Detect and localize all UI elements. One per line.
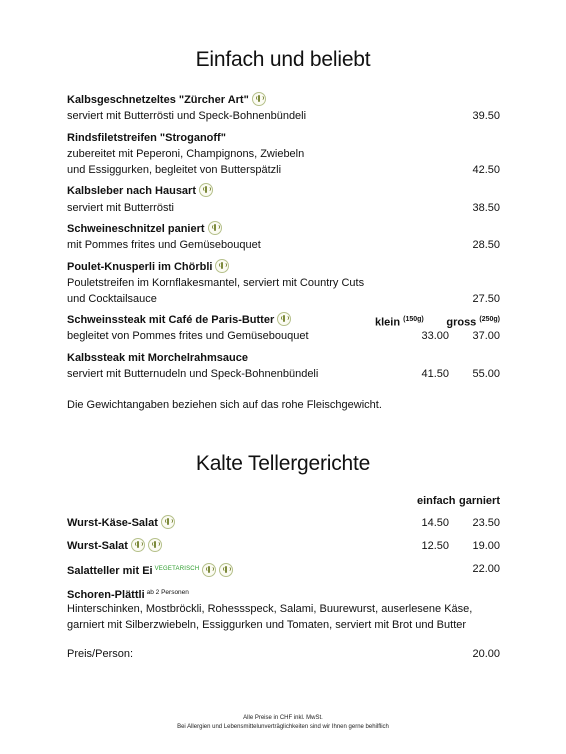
gluten-free-icon [277, 312, 291, 326]
dish-description: serviert mit Butternudeln und Speck-Bohnenbündeli [67, 368, 319, 380]
gluten-free-icon [199, 183, 213, 197]
menu-item-name [67, 350, 500, 366]
dish-price-einfach: 14.50 [421, 517, 449, 529]
dish-price-garniert: 23.50 [472, 517, 500, 529]
menu-item-desc [67, 108, 500, 124]
menu-item-desc [67, 237, 500, 253]
dish-price-large: 55.00 [472, 368, 500, 380]
dish-description: Hinterschinken, Mostbröckli, Rohessspeck, Salami, Buurewurst, auserlesene Käse, [67, 603, 473, 615]
dish-description: und Essiggurken, begleitet von Butterspätzli [67, 164, 282, 176]
dish-name: Kalbsgeschnetzeltes "Zürcher Art" [67, 94, 249, 106]
dish-price: 28.50 [472, 239, 500, 251]
dish-name: Salatteller mit Ei [67, 565, 153, 577]
section-title: Einfach und beliebt [195, 48, 371, 71]
dish-name: Kalbsleber nach Hausart [67, 185, 196, 197]
column-headers [67, 493, 500, 509]
menu-item-desc [67, 291, 500, 307]
dish-name: Schweinssteak mit Café de Paris-Butter [67, 314, 275, 326]
gluten-free-icon [202, 563, 216, 577]
dish-name: Poulet-Knusperli im Chörbli [67, 261, 213, 273]
per-person-label: Preis/Person: [67, 648, 134, 660]
dish-name: Wurst-Salat [67, 540, 128, 552]
col-header-garniert: garniert [459, 495, 500, 507]
menu-item [67, 538, 500, 554]
dish-price-garniert: 19.00 [472, 540, 500, 552]
lactose-free-icon [219, 563, 233, 577]
footer-vat-note: Alle Preise in CHF inkl. MwSt. [243, 715, 323, 721]
dish-price-small: 41.50 [421, 368, 449, 380]
dish-name: Schoren-Plättli [67, 589, 145, 601]
col-header-einfach: einfach [417, 495, 456, 507]
dish-price: 38.50 [472, 202, 500, 214]
section-title: Kalte Tellergerichte [195, 452, 371, 475]
dish-price-einfach: 12.50 [421, 540, 449, 552]
dish-price: 42.50 [472, 164, 500, 176]
menu-item-desc [67, 200, 500, 216]
per-person-row [67, 646, 500, 662]
dish-price-large: 37.00 [472, 330, 500, 342]
dish-name: Kalbssteak mit Morchelrahmsauce [67, 352, 248, 364]
dish-description: mit Pommes frites und Gemüsebouquet [67, 239, 261, 251]
menu-item [67, 561, 500, 577]
menu-item-name [67, 130, 500, 146]
gluten-free-icon [161, 515, 175, 529]
gluten-free-icon [215, 259, 229, 273]
dish-description: serviert mit Butterrösti [67, 202, 174, 214]
menu-item-name [67, 259, 500, 275]
gluten-free-icon [252, 92, 266, 106]
menu-item-name [67, 312, 500, 328]
dish-name: Rindsfiletstreifen "Stroganoff" [67, 132, 226, 144]
gluten-free-icon [131, 538, 145, 552]
dish-price: 27.50 [472, 293, 500, 305]
gluten-free-icon [208, 221, 222, 235]
menu-item-name [67, 183, 500, 199]
menu-item-desc [67, 162, 500, 178]
menu-item-desc [67, 366, 500, 382]
dish-name: Wurst-Käse-Salat [67, 517, 158, 529]
size-label: klein [375, 316, 401, 329]
size-weight: (250g) [479, 316, 500, 323]
weight-note [67, 397, 500, 413]
footer-allergy-note: Bei Allergien und Lebensmittelunverträglichkeiten sind wir Ihnen gerne behilflich [177, 724, 389, 730]
dish-price-garniert: 22.00 [472, 563, 500, 575]
size-label: gross [446, 316, 477, 329]
size-weight: (150g) [403, 316, 424, 323]
menu-item-desc [67, 601, 500, 617]
menu-item [67, 585, 500, 601]
note-text: Die Gewichtangaben beziehen sich auf das rohe Fleischgewicht. [67, 399, 382, 411]
footer [0, 714, 566, 732]
menu-item-name [67, 92, 500, 108]
dish-description: zubereitet mit Peperoni, Champignons, Zwiebeln [67, 148, 305, 160]
dish-name: Schweineschnitzel paniert [67, 223, 205, 235]
dish-description: serviert mit Butterrösti und Speck-Bohnenbündeli [67, 110, 307, 122]
dish-description: und Cocktailsauce [67, 293, 157, 305]
dish-description: begleitet von Pommes frites und Gemüsebouquet [67, 330, 309, 342]
dish-description: Pouletstreifen im Kornflakesmantel, serviert mit Country Cuts [67, 277, 365, 289]
persons-note: ab 2 Personen [146, 589, 189, 596]
per-person-price: 20.00 [472, 648, 500, 660]
menu-item-desc [67, 146, 500, 162]
dish-price: 39.50 [472, 110, 500, 122]
menu-item-desc [67, 275, 500, 291]
menu-item [67, 515, 500, 531]
dish-price-small: 33.00 [421, 330, 449, 342]
dish-description: garniert mit Silberzwiebeln, Essiggurken und Tomaten, serviert mit Brot und Butter [67, 619, 467, 631]
vegetarian-badge: VEGETARISCH [154, 566, 200, 572]
lactose-free-icon [148, 538, 162, 552]
menu-item-name [67, 221, 500, 237]
menu-item-desc [67, 617, 500, 633]
menu-item-desc [67, 328, 500, 344]
